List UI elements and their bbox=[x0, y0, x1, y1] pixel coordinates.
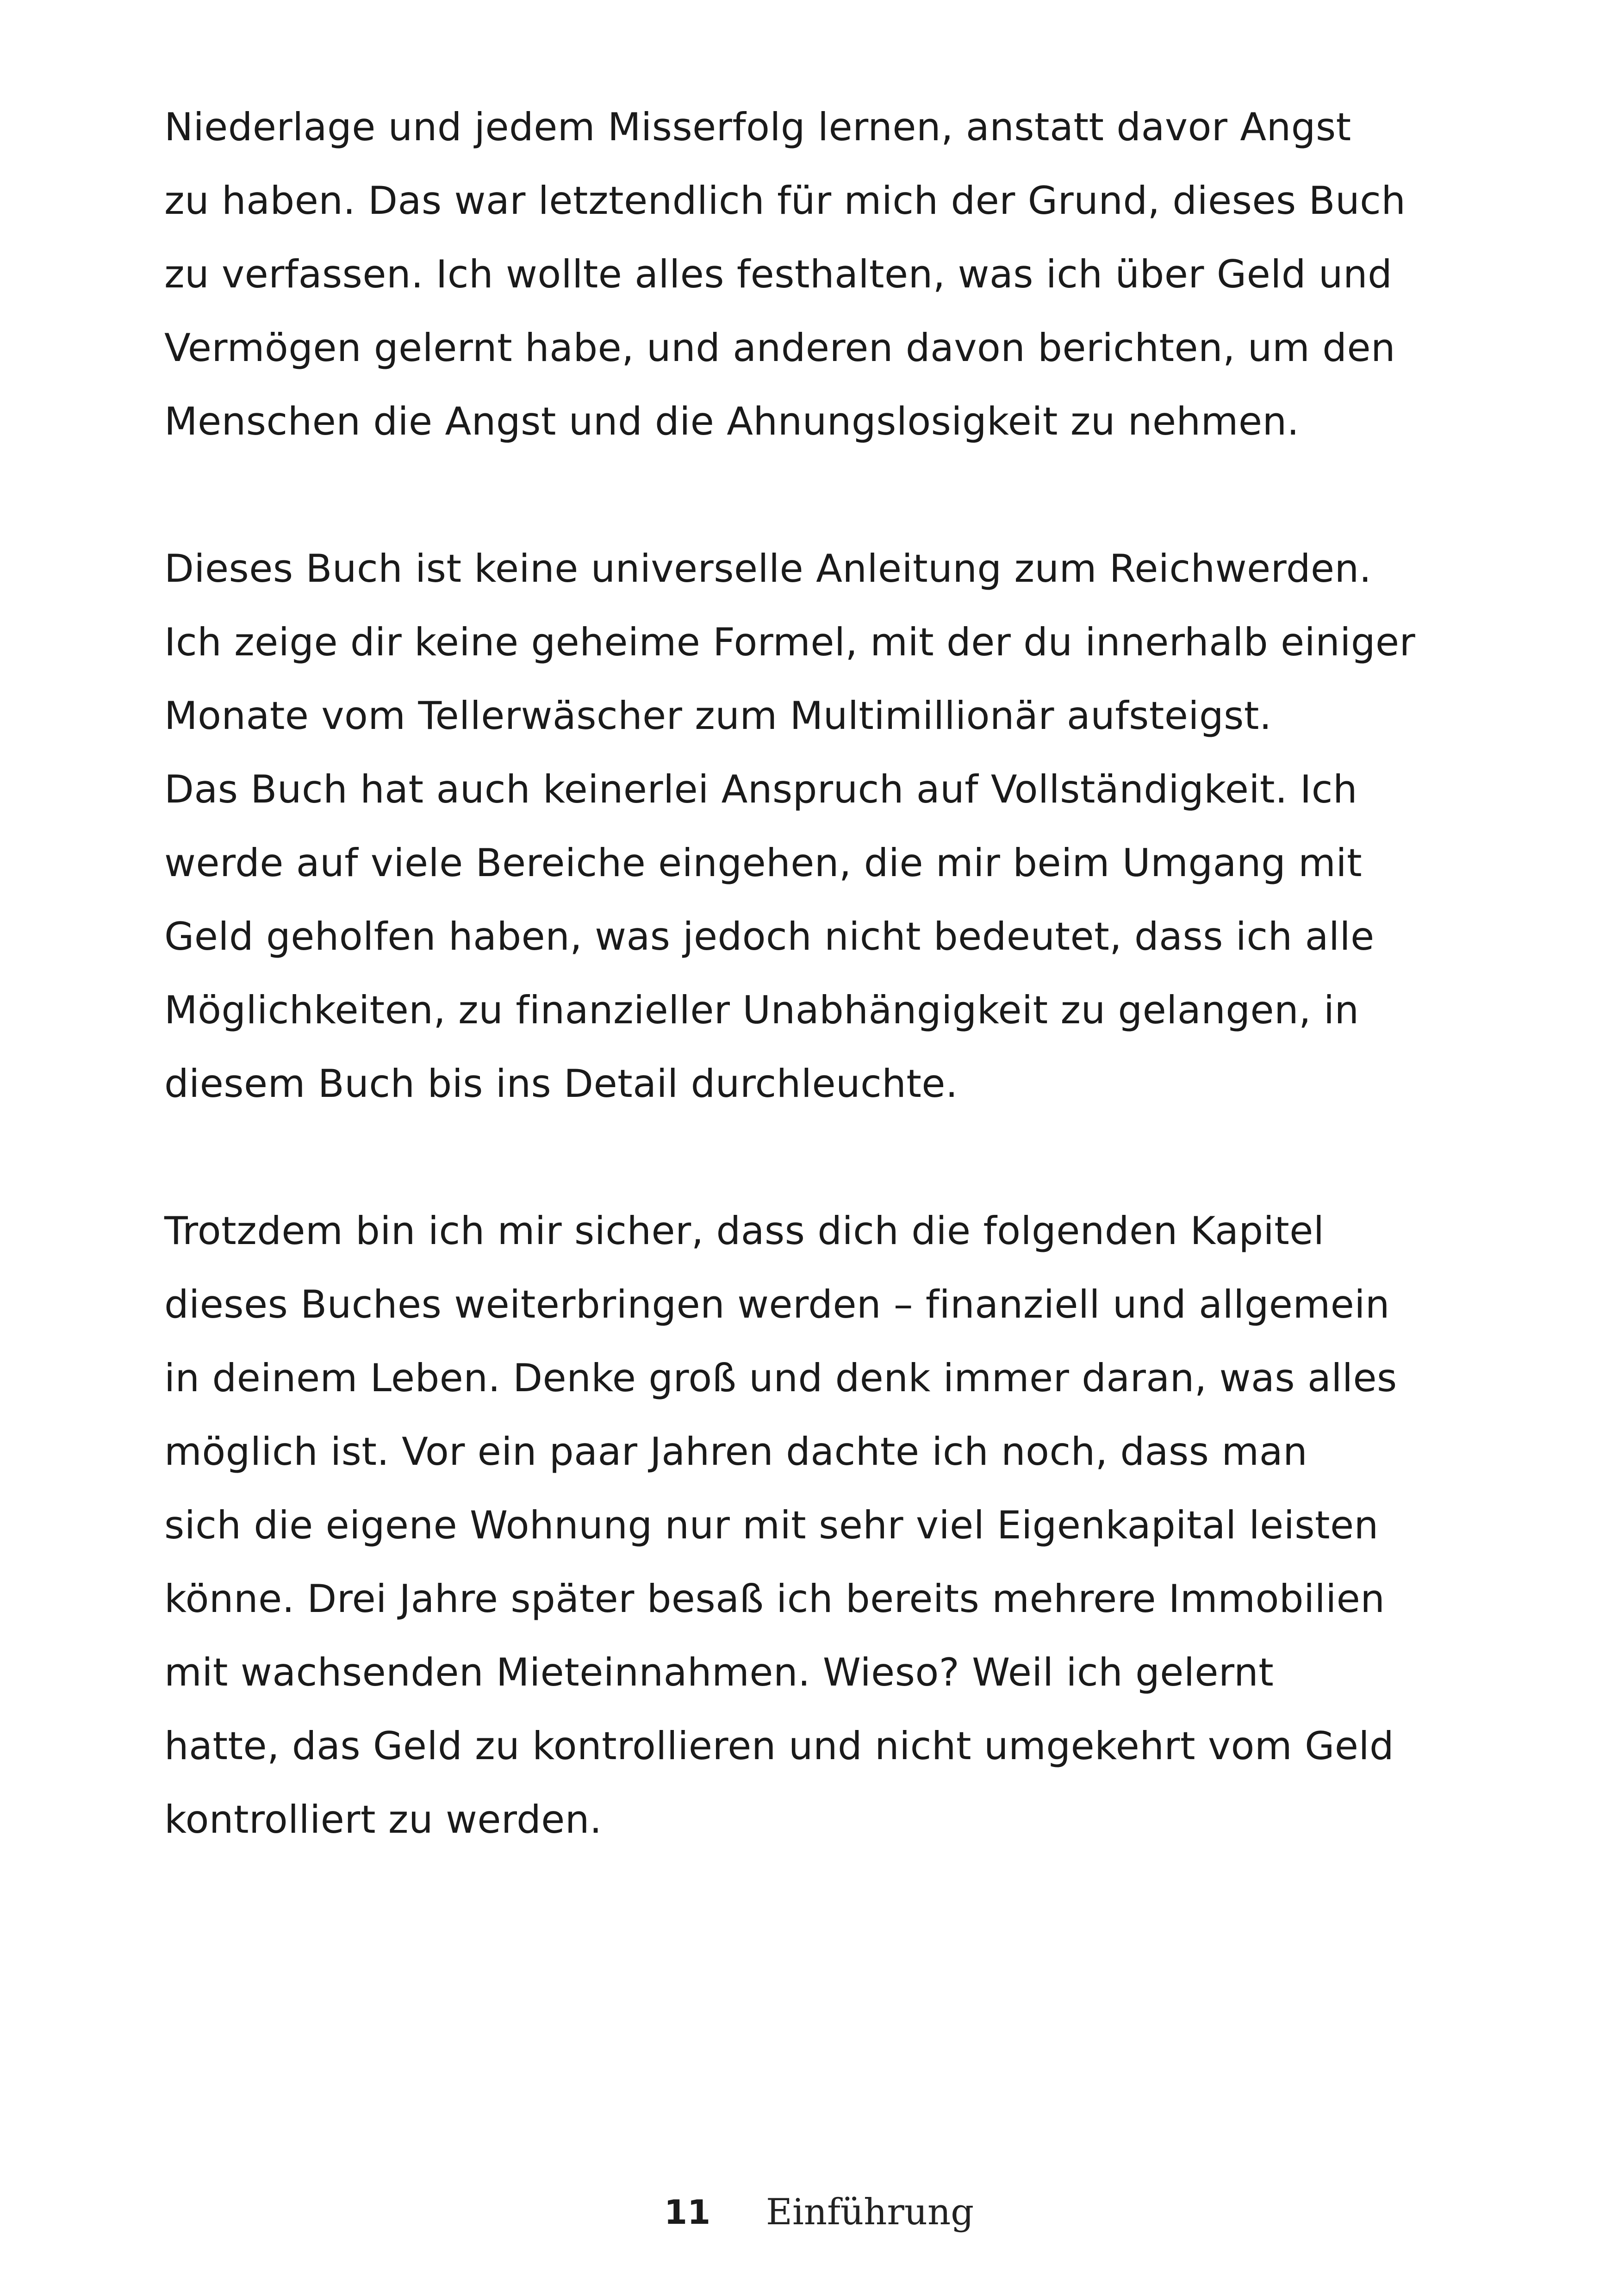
text-line: Vermögen gelernt habe, und anderen davon berichten, um den bbox=[164, 325, 1396, 370]
page-number: 11 bbox=[664, 2193, 711, 2232]
text-line: Das Buch hat auch keinerlei Anspruch auf Vollständigkeit. Ich bbox=[164, 767, 1358, 812]
text-line: Ich zeige dir keine geheime Formel, mit der du innerhalb einiger bbox=[164, 620, 1416, 665]
text-line: könne. Drei Jahre später besaß ich bereits mehrere Immobilien bbox=[164, 1576, 1385, 1621]
text-line: dieses Buches weiterbringen werden – finanziell und allgemein bbox=[164, 1282, 1390, 1327]
text-line: mit wachsenden Mieteinnahmen. Wieso? Weil ich gelernt bbox=[164, 1650, 1274, 1695]
text-line: Dieses Buch ist keine universelle Anleitung zum Reichwerden. bbox=[164, 546, 1372, 591]
text-line: Trotzdem bin ich mir sicher, dass dich die folgenden Kapitel bbox=[164, 1208, 1325, 1253]
text-line: werde auf viele Bereiche eingehen, die mir beim Umgang mit bbox=[164, 840, 1363, 885]
text-line: Menschen die Angst und die Ahnungslosigkeit zu nehmen. bbox=[164, 399, 1300, 444]
paragraph-3 bbox=[164, 1194, 1506, 1856]
text-line: Geld geholfen haben, was jedoch nicht bedeutet, dass ich alle bbox=[164, 914, 1375, 959]
body-text bbox=[164, 90, 1506, 1930]
paragraph-2 bbox=[164, 532, 1506, 1120]
text-line: Möglichkeiten, zu finanzieller Unabhängigkeit zu gelangen, in bbox=[164, 988, 1359, 1033]
chapter-title: Einführung bbox=[766, 2191, 974, 2233]
text-line: Monate vom Tellerwäscher zum Multimillionär aufsteigst. bbox=[164, 693, 1272, 738]
text-line: kontrolliert zu werden. bbox=[164, 1797, 602, 1842]
text-line: hatte, das Geld zu kontrollieren und nicht umgekehrt vom Geld bbox=[164, 1724, 1394, 1768]
text-line: in deinem Leben. Denke groß und denk immer daran, was alles bbox=[164, 1356, 1397, 1400]
text-line: möglich ist. Vor ein paar Jahren dachte ich noch, dass man bbox=[164, 1429, 1308, 1474]
text-line: zu haben. Das war letztendlich für mich der Grund, dieses Buch bbox=[164, 178, 1406, 223]
text-line: diesem Buch bis ins Detail durchleuchte. bbox=[164, 1061, 958, 1106]
paragraph-1 bbox=[164, 90, 1506, 458]
text-line: zu verfassen. Ich wollte alles festhalten, was ich über Geld und bbox=[164, 252, 1393, 297]
text-line: sich die eigene Wohnung nur mit sehr viel Eigenkapital leisten bbox=[164, 1503, 1379, 1548]
page-footer bbox=[0, 2184, 1618, 2240]
text-line: Niederlage und jedem Misserfolg lernen, anstatt davor Angst bbox=[164, 105, 1351, 149]
